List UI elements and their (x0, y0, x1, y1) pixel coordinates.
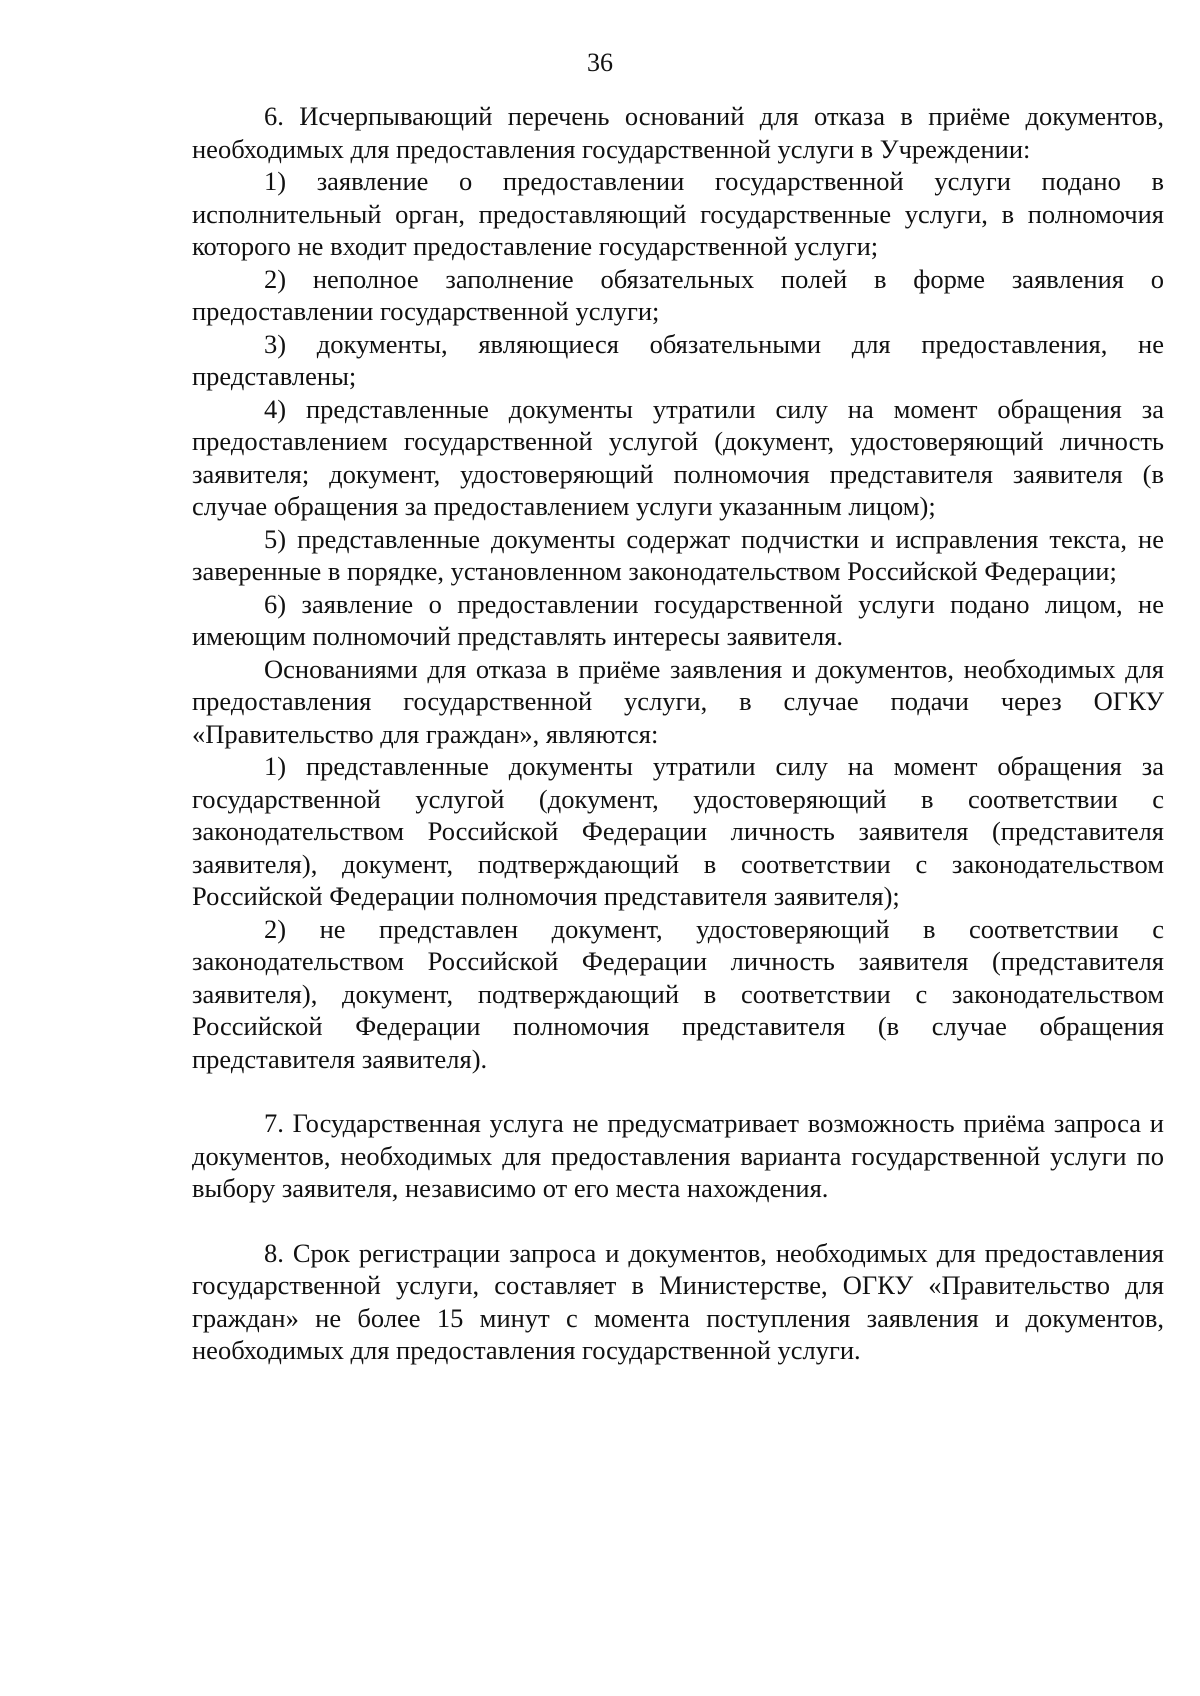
paragraph-ogku-item-2: 2) не представлен документ, удостоверяющий в соответствии с законодательством Российской Федерации личность заявителя (представителя заявителя), документ, подтверждающий в соответствии с законодательством Российской Федерации полномочия представителя (в случае обращения представителя заявителя). (192, 913, 1164, 1074)
paragraph-6-item-5: 5) представленные документы содержат подчистки и исправления текста, не заверенные в порядке, установленном законодательством Российской Федерации; (192, 523, 1164, 586)
paragraph-6-item-4: 4) представленные документы утратили силу на момент обращения за предоставлением государственной услугой (документ, удостоверяющий личность заявителя; документ, удостоверяющий полномочия представителя заявителя (в случае обращения за предоставлением услуги указанным лицом); (192, 393, 1164, 521)
paragraph-7: 7. Государственная услуга не предусматривает возможность приёма запроса и документов, необходимых для предоставления варианта государственной услуги по выбору заявителя, независимо от его места нахождения. (192, 1108, 1164, 1203)
paragraph-6-heading: 6. Исчерпывающий перечень оснований для отказа в приёме документов, необходимых для предоставления государственной услуги в Учреждении: (192, 101, 1164, 164)
paragraph-8: 8. Срок регистрации запроса и документов, необходимых для предоставления государственной услуги, составляет в Министерстве, ОГКУ «Правительство для граждан» не более 15 минут с момента поступления заявления и документов, необходимых для предоставления государственной услуги. (192, 1237, 1164, 1365)
paragraph-6-item-3: 3) документы, являющиеся обязательными для предоставления, не представлены; (192, 328, 1164, 391)
document-body (192, 100, 1164, 1367)
section-gap (192, 1075, 1164, 1107)
paragraph-6-item-6: 6) заявление о предоставлении государственной услуги подано лицом, не имеющим полномочий представлять интересы заявителя. (192, 588, 1164, 651)
section-gap (192, 1205, 1164, 1237)
page-number: 36 (587, 48, 613, 77)
paragraph-ogku-grounds: Основаниями для отказа в приёме заявления и документов, необходимых для предоставления государственной услуги, в случае подачи через ОГКУ «Правительство для граждан», являются: (192, 653, 1164, 749)
paragraph-ogku-item-1: 1) представленные документы утратили силу на момент обращения за государственной услугой (документ, удостоверяющий в соответствии с законодательством Российской Федерации личность заявителя (представителя заявителя), документ, подтверждающий в соответствии с законодательством Российской Федерации полномочия представителя заявителя); (192, 751, 1164, 911)
paragraph-6-item-1: 1) заявление о предоставлении государственной услуги подано в исполнительный орган, предоставляющий государственные услуги, в полномочия которого не входит предоставление государственной услуги; (192, 166, 1164, 261)
paragraph-6-item-2: 2) неполное заполнение обязательных полей в форме заявления о предоставлении государственной услуги; (192, 263, 1164, 326)
